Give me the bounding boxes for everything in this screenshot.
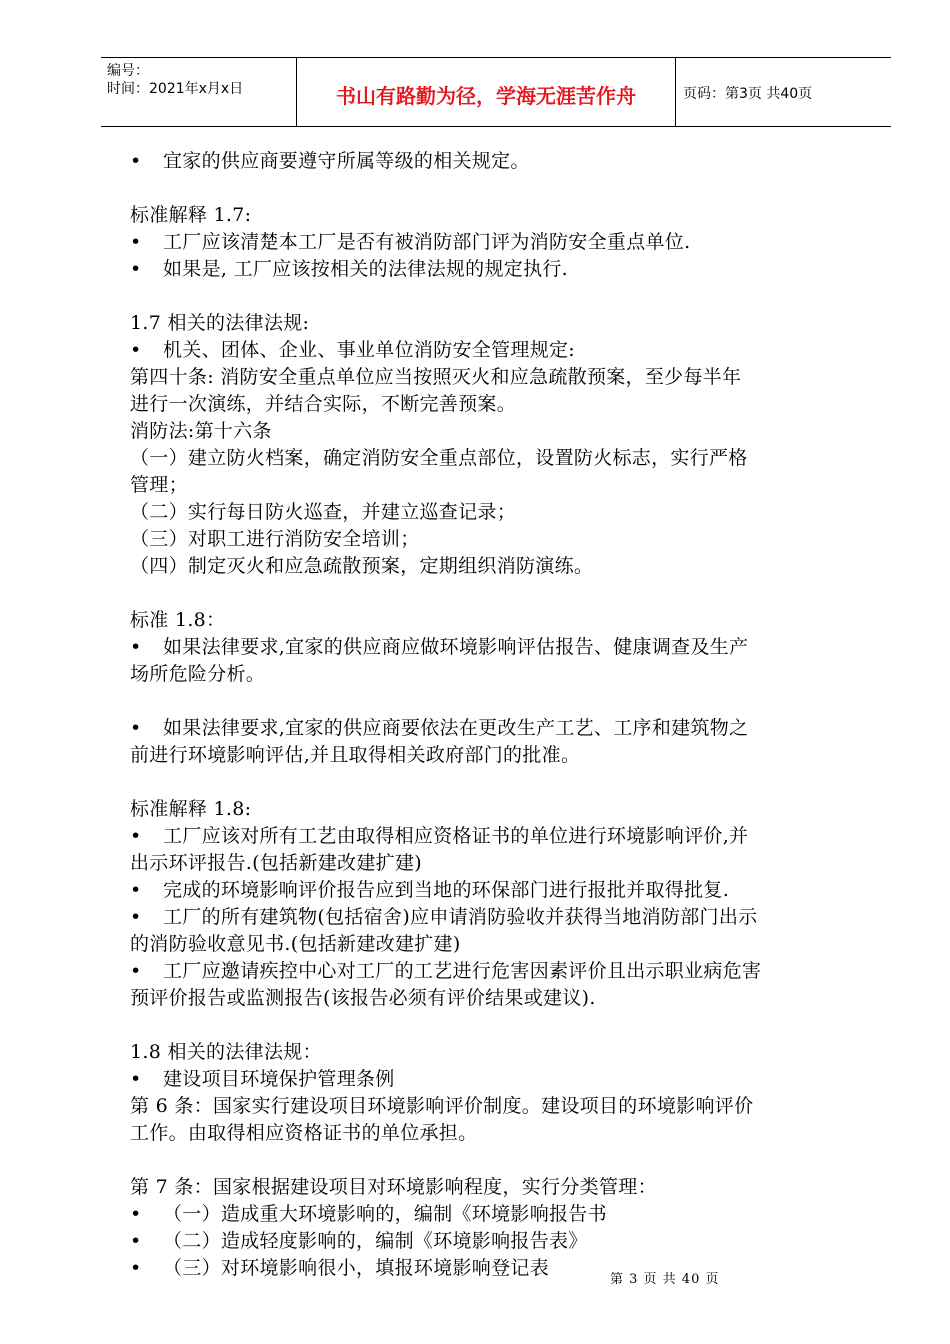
bullet-icon: • [130,1257,142,1279]
text-line: （三）对职工进行消防安全培训； [130,528,420,550]
bullet-text: 如果法律要求,宜家的供应商要依法在更改生产工艺、工序和建筑物之 [163,717,749,739]
text-line: 第 7 条：国家根据建设项目对环境影响程度，实行分类管理： [130,1176,657,1198]
bullet-icon: • [130,1230,142,1252]
document-body [130,148,865,1282]
bullet-icon: • [130,717,142,739]
bullet-text: 工厂应邀请疾控中心对工厂的工艺进行危害因素评价且出示职业病危害 [163,960,762,982]
blank-line [130,688,865,715]
header-divider [675,58,676,126]
text-line: 标准 1.8： [130,609,226,631]
text-line: （二）实行每日防火巡查，并建立巡查记录； [130,501,517,523]
bullet-text: 工厂应该对所有工艺由取得相应资格证书的单位进行环境影响评价,并 [163,825,749,847]
header-time-label: 时间：2021年x月x日 [107,81,244,97]
bullet-text: 建设项目环境保护管理条例 [163,1068,395,1090]
text-line: 管理； [130,474,188,496]
bullet-icon: • [130,1203,142,1225]
bullet-item [130,958,865,985]
blank-line [130,283,865,310]
text-line: （四）制定灭火和应急疏散预案，定期组织消防演练。 [130,555,594,577]
bullet-text: 完成的环境影响评价报告应到当地的环保部门进行报批并取得批复. [163,879,730,901]
text-line: （一）建立防火档案，确定消防安全重点部位，设置防火标志，实行严格 [130,447,748,469]
text-line: 进行一次演练，并结合实际，不断完善预案。 [130,393,517,415]
header-motto: 书山有路勤为径，学海无涯苦作舟 [336,84,636,108]
page-footer: 第 3 页 共 40 页 [610,1272,720,1287]
bullet-text: 工厂的所有建筑物(包括宿舍)应申请消防验收并获得当地消防部门出示 [163,906,758,928]
bullet-icon: • [130,825,142,847]
bullet-text: 宜家的供应商要遵守所属等级的相关规定。 [163,150,530,172]
bullet-item [130,148,865,175]
bullet-item [130,634,865,661]
bullet-text: （三）对环境影响很小，填报环境影响登记表 [163,1257,550,1279]
bullet-icon: • [130,231,142,253]
bullet-item [130,256,865,283]
header-page-info: 页码：第3页 共40页 [683,86,813,102]
header-divider [296,58,297,126]
blank-line [130,1012,865,1039]
text-line: 第四十条: 消防安全重点单位应当按照灭火和应急疏散预案，至少每半年 [130,366,742,388]
bullet-text: 机关、团体、企业、事业单位消防安全管理规定: [163,339,576,361]
blank-line [130,175,865,202]
bullet-text: 工厂应该清楚本工厂是否有被消防部门评为消防安全重点单位. [163,231,691,253]
text-line: 前进行环境影响评估,并且取得相关政府部门的批准。 [130,744,581,766]
bullet-text: 如果是, 工厂应该按相关的法律法规的规定执行. [163,258,569,280]
bullet-item [130,904,865,931]
text-line: 第 6 条：国家实行建设项目环境影响评价制度。建设项目的环境影响评价 [130,1095,754,1117]
text-line: 标准解释 1.8: [130,798,252,820]
bullet-text: 如果法律要求,宜家的供应商应做环境影响评估报告、健康调查及生产 [163,636,749,658]
bullet-text: （一）造成重大环境影响的，编制《环境影响报告书 [163,1203,607,1225]
bullet-icon: • [130,906,142,928]
header-meta [107,62,287,98]
bullet-item [130,229,865,256]
bullet-item [130,877,865,904]
bullet-item [130,715,865,742]
header-number-label: 编号： [107,63,149,79]
bullet-text: （二）造成轻度影响的，编制《环境影响报告表》 [163,1230,588,1252]
text-line: 消防法:第十六条 [130,420,272,442]
text-line: 1.7 相关的法律法规: [130,312,310,334]
page-header [101,57,891,127]
text-line: 的消防验收意见书.(包括新建改建扩建) [130,933,461,955]
blank-line [130,580,865,607]
bullet-icon: • [130,879,142,901]
text-line: 1.8 相关的法律法规： [130,1041,322,1063]
bullet-item [130,337,865,364]
bullet-item [130,823,865,850]
bullet-item [130,1066,865,1093]
bullet-icon: • [130,960,142,982]
bullet-icon: • [130,339,142,361]
bullet-item [130,1228,865,1255]
text-line: 标准解释 1.7: [130,204,252,226]
text-line: 场所危险分析。 [130,663,266,685]
text-line: 工作。由取得相应资格证书的单位承担。 [130,1122,478,1144]
text-line: 出示环评报告.(包括新建改建扩建) [130,852,422,874]
blank-line [130,769,865,796]
bullet-icon: • [130,258,142,280]
bullet-item [130,1201,865,1228]
bullet-icon: • [130,1068,142,1090]
blank-line [130,1147,865,1174]
bullet-icon: • [130,150,142,172]
bullet-icon: • [130,636,142,658]
text-line: 预评价报告或监测报告(该报告必须有评价结果或建议). [130,987,596,1009]
